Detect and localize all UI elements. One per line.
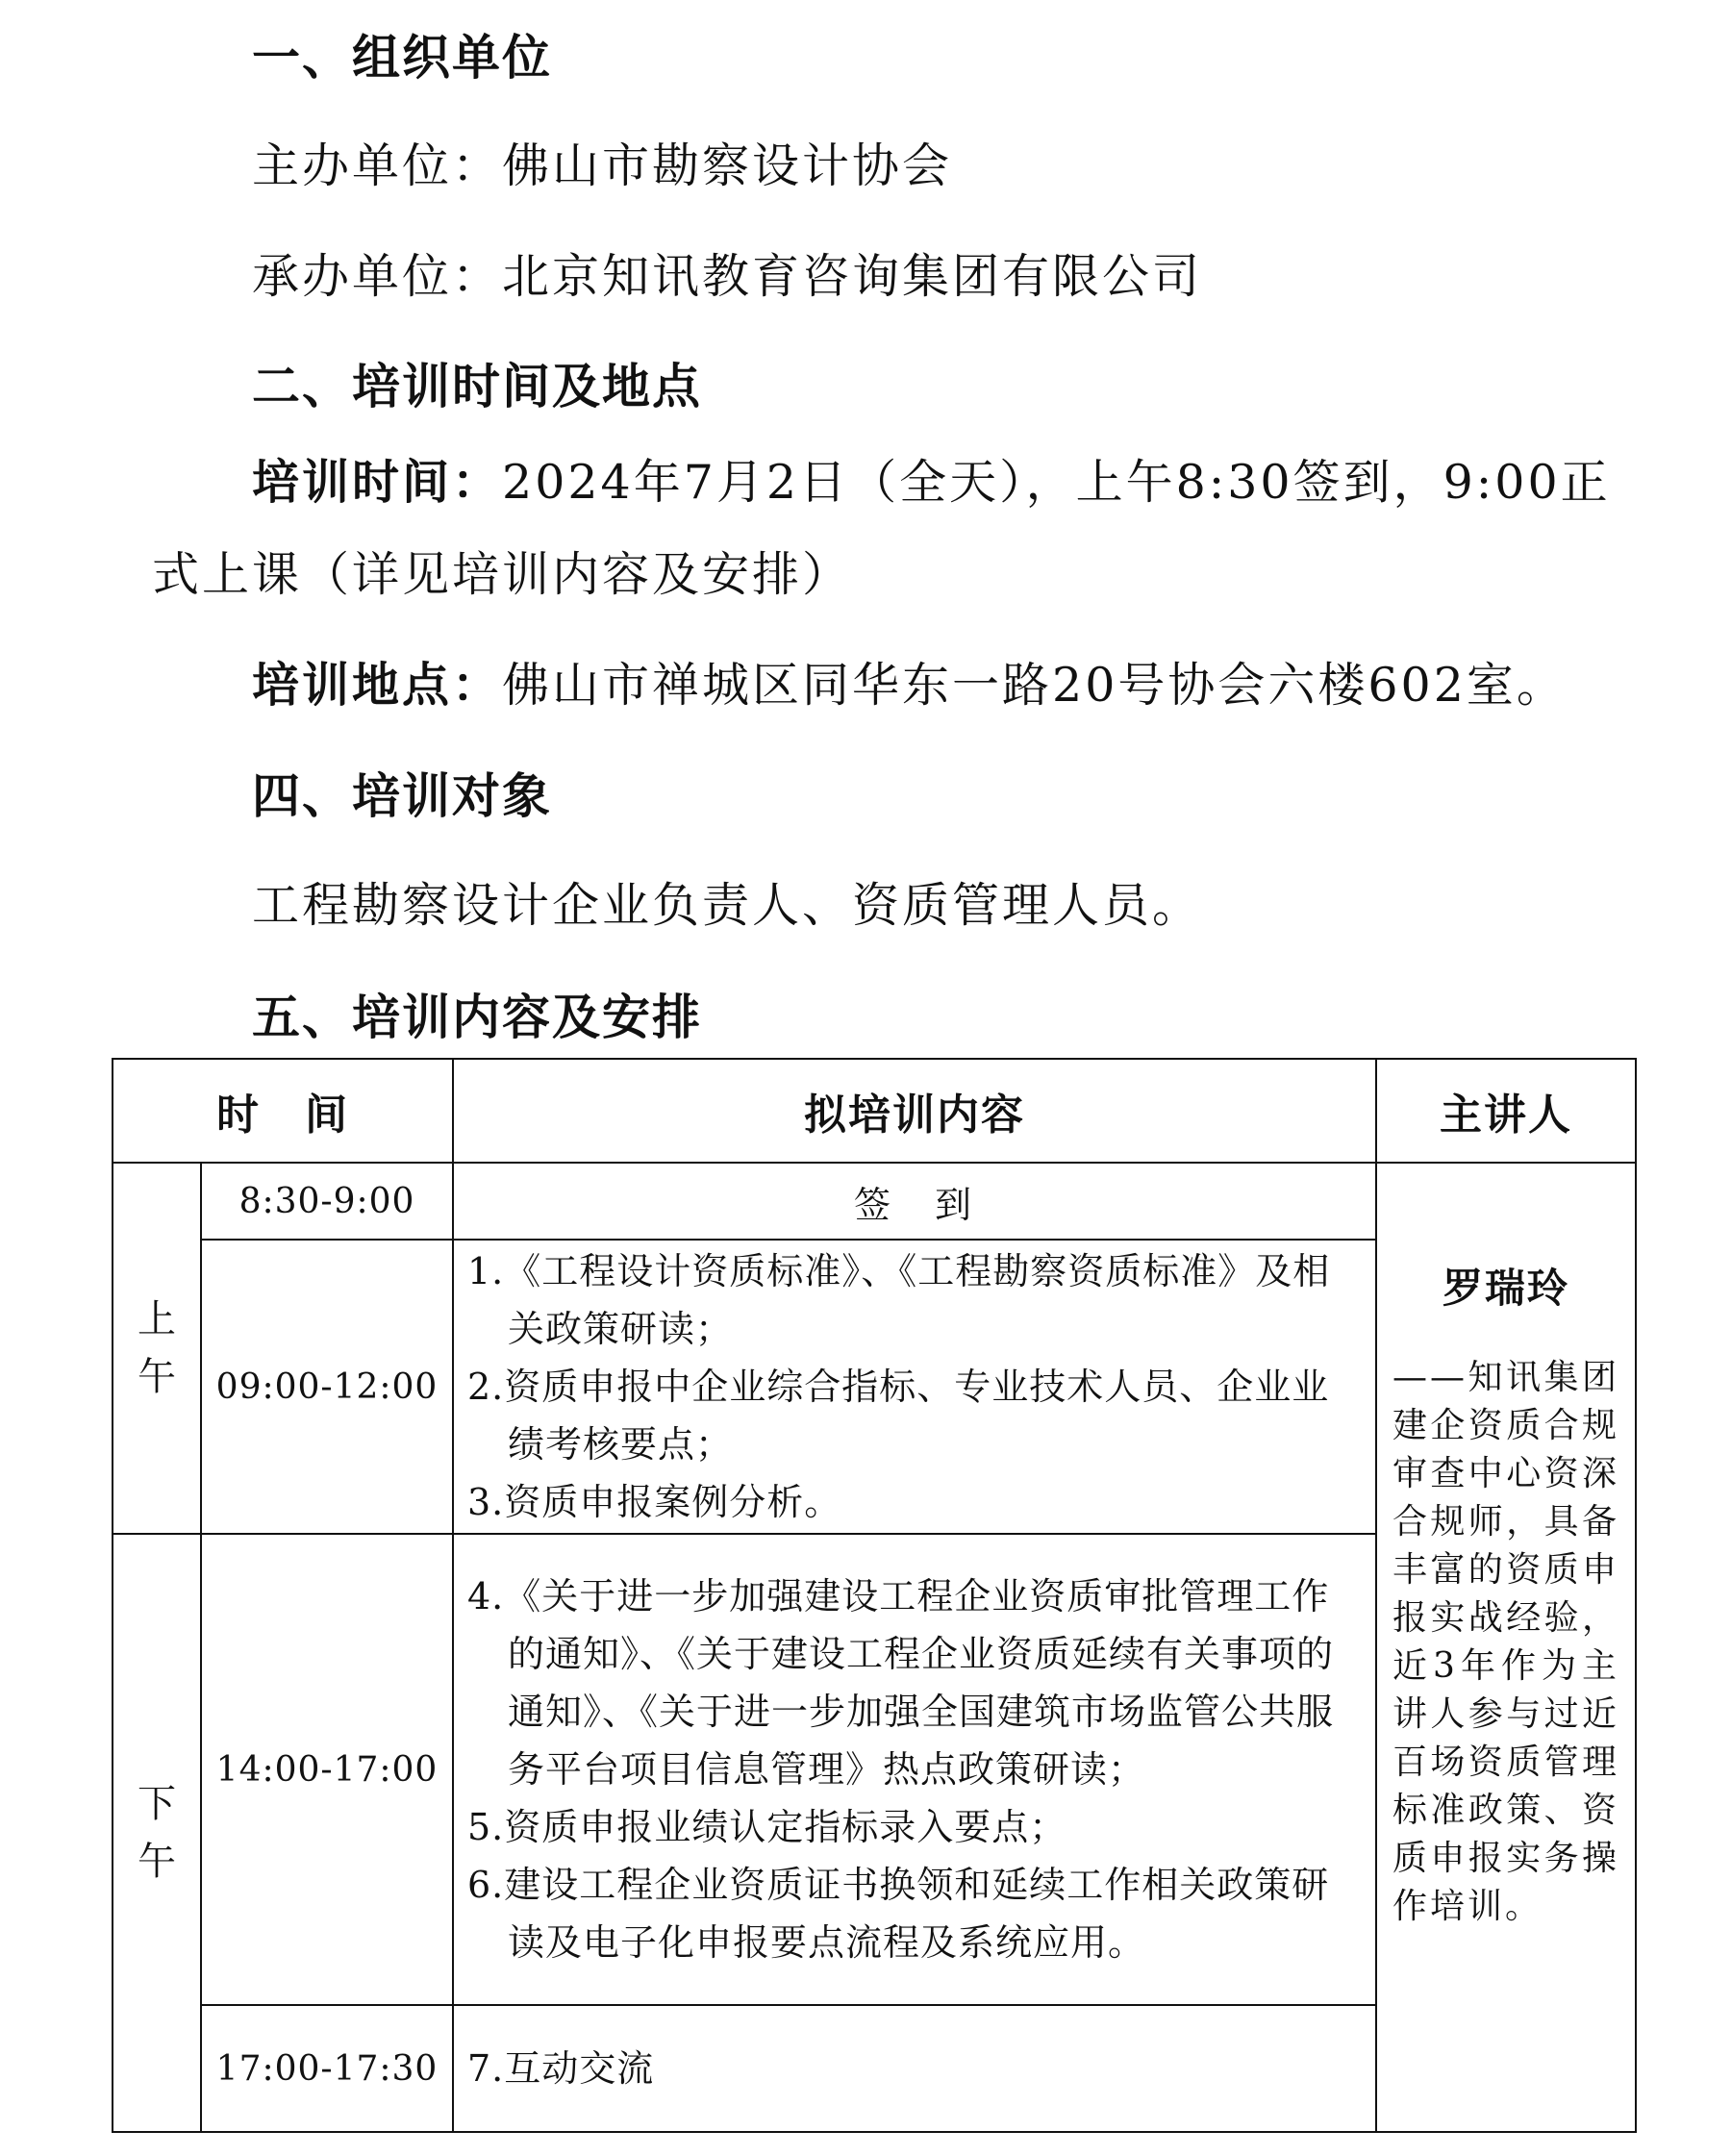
content-item: 4.《关于进一步加强建设工程企业资质审批管理工作的通知》、《关于建设工程企业资质延续有关事项的通知》、《关于进一步加强全国建筑市场监管公共服务平台项目信息管理》热点政策研读； (467, 1575, 1335, 1791)
content-cell (453, 1534, 1376, 2005)
header-time: 时 间 (113, 1059, 453, 1163)
table-header-row (113, 1059, 1636, 1163)
training-time-label: 培训时间： (252, 455, 503, 510)
training-time-line2: 式上课（详见培训内容及安排） (152, 547, 853, 602)
time-slot: 8:30-9:00 (201, 1163, 453, 1240)
training-place-label: 培训地点： (252, 658, 503, 713)
section-heading-audience: 四、培训对象 (252, 768, 552, 824)
content-item: 1.《工程设计资质标准》、《工程勘察资质标准》及相关政策研读； (467, 1250, 1331, 1350)
schedule-table (112, 1058, 1637, 2133)
training-time-line1 (252, 454, 1611, 512)
header-content: 拟培训内容 (453, 1059, 1376, 1163)
content-item: 7.互动交流 (467, 2047, 655, 2090)
section-heading-organization: 一、组织单位 (252, 30, 552, 86)
speaker-name: 罗瑞玲 (1442, 1265, 1569, 1312)
content-item: 3.资质申报案例分析。 (467, 1481, 842, 1523)
training-place (252, 657, 1567, 714)
time-slot: 17:00-17:30 (201, 2005, 453, 2132)
section-heading-time-place: 二、培训时间及地点 (252, 359, 702, 414)
sign-in-cell: 签 到 (453, 1163, 1376, 1240)
training-time-value: 2024年7月2日（全天），上午8:30签到，9:00正 (502, 455, 1611, 510)
training-place-value: 佛山市禅城区同华东一路20号协会六楼602室。 (502, 658, 1567, 713)
host-unit: 主办单位：佛山市勘察设计协会 (252, 138, 953, 193)
table-row (113, 1163, 1636, 1240)
content-item: 5.资质申报业绩认定指标录入要点； (467, 1806, 1067, 1848)
content-item: 2.资质申报中企业综合指标、专业技术人员、企业业绩考核要点； (467, 1366, 1330, 1466)
organizer-unit: 承办单位：北京知讯教育咨询集团有限公司 (252, 249, 1203, 304)
header-speaker: 主讲人 (1376, 1059, 1636, 1163)
speaker-description: ——知讯集团建企资质合规审查中心资深合规师，具备丰富的资质申报实战经验，近3年作为主讲人参与过近百场资质管理标准政策、资质申报实务操作培训。 (1392, 1358, 1619, 1926)
content-cell (453, 2005, 1376, 2132)
time-slot: 09:00-12:00 (201, 1240, 453, 1534)
content-cell (453, 1240, 1376, 1534)
audience-text: 工程勘察设计企业负责人、资质管理人员。 (252, 878, 1203, 933)
section-heading-schedule: 五、培训内容及安排 (252, 990, 702, 1045)
time-slot: 14:00-17:00 (201, 1534, 453, 2005)
period-morning: 上午 (113, 1163, 201, 1534)
content-item: 6.建设工程企业资质证书换领和延续工作相关政策研读及电子化申报要点流程及系统应用。 (467, 1864, 1330, 1964)
period-afternoon: 下午 (113, 1534, 201, 2132)
speaker-cell (1376, 1163, 1636, 2132)
